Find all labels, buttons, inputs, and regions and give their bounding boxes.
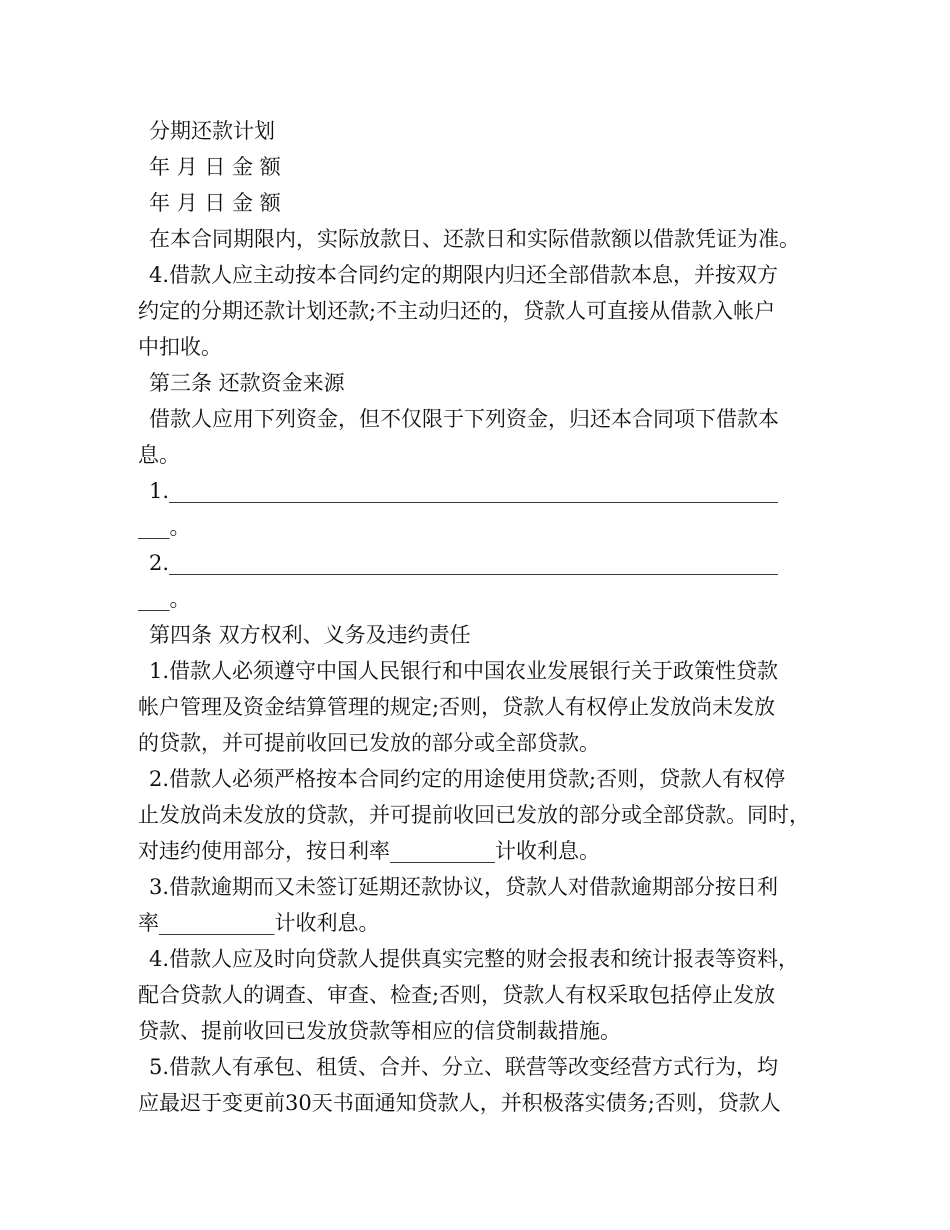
article-4-item-1: 的贷款，并可提前收回已发放的部分或全部贷款。 xyxy=(138,731,600,755)
document-page xyxy=(138,113,818,1121)
article-3-intro: 借款人应用下列资金，但不仅限于下列资金，归还本合同项下借款本 xyxy=(149,407,779,431)
article-4-item-3: 3.借款逾期而又未签订延期还款协议，贷款人对借款逾期部分按日利 xyxy=(149,875,779,899)
article-4-item-3: 率___________计收利息。 xyxy=(138,911,380,935)
article-3-heading: 第三条 还款资金来源 xyxy=(149,371,345,395)
article-4-heading: 第四条 双方权利、义务及违约责任 xyxy=(149,623,471,647)
article-4-item-4: 贷款、提前收回已发放贷款等相应的信贷制裁措施。 xyxy=(138,1019,621,1043)
article-4-item-2: 对违约使用部分，按日利率__________计收利息。 xyxy=(138,839,600,863)
paragraph-line: 在本合同期限内，实际放款日、还款日和实际借款额以借款凭证为准。 xyxy=(149,227,800,251)
clause-4-line: 中扣收。 xyxy=(138,335,222,359)
fund-source-1: ___。 xyxy=(138,515,191,539)
article-4-item-2: 2.借款人必须严格按本合同约定的用途使用贷款;否则，贷款人有权停 xyxy=(149,767,786,791)
clause-4-line: 4.借款人应主动按本合同约定的期限内归还全部借款本息，并按双方 xyxy=(149,263,779,287)
article-4-item-4: 4.借款人应及时向贷款人提供真实完整的财会报表和统计报表等资料， xyxy=(149,947,800,971)
article-4-item-1: 1.借款人必须遵守中国人民银行和中国农业发展银行关于政策性贷款 xyxy=(149,659,779,683)
schedule-row-2: 年 月 日 金 额 xyxy=(149,191,281,215)
clause-4-line: 约定的分期还款计划还款;不主动归还的，贷款人可直接从借款入帐户 xyxy=(138,299,776,323)
fund-source-1: 1.__________________________________________________________ xyxy=(149,479,779,503)
article-4-item-4: 配合贷款人的调查、审查、检查;否则，贷款人有权采取包括停止发放 xyxy=(138,983,776,1007)
fund-source-2: 2.__________________________________________________________ xyxy=(149,551,779,575)
article-3-intro: 息。 xyxy=(138,443,180,467)
schedule-row-1: 年 月 日 金 额 xyxy=(149,155,281,179)
article-4-item-5: 应最迟于变更前30天书面通知贷款人，并积极落实债务;否则，贷款人 xyxy=(138,1091,781,1115)
article-4-item-5: 5.借款人有承包、租赁、合并、分立、联营等改变经营方式行为，均 xyxy=(149,1055,779,1079)
fund-source-2: ___。 xyxy=(138,587,191,611)
article-4-item-2: 止发放尚未发放的贷款，并可提前收回已发放的部分或全部贷款。同时， xyxy=(138,803,810,827)
schedule-heading: 分期还款计划 xyxy=(149,119,275,143)
article-4-item-1: 帐户管理及资金结算管理的规定;否则，贷款人有权停止发放尚未发放 xyxy=(138,695,776,719)
